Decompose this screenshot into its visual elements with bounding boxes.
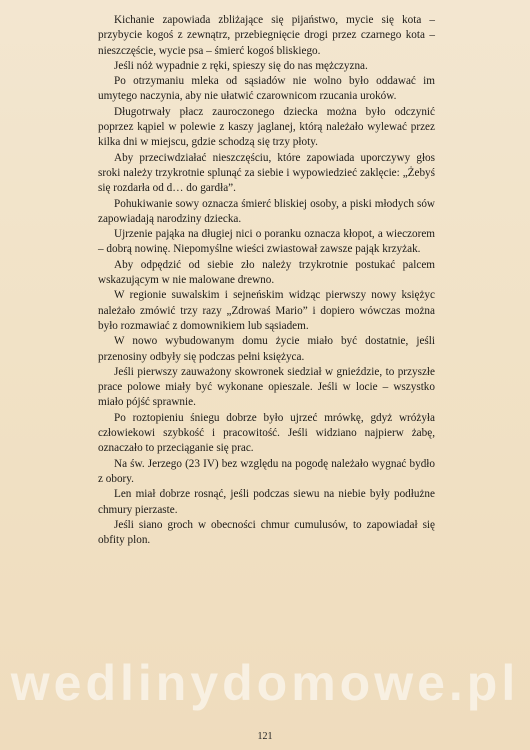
paragraph-8: Aby odpędzić od siebie zło należy trzykrotnie postukać palcem wskazującym w nie malowane drewno. bbox=[98, 258, 435, 287]
paragraph-4: Długotrwały płacz zauroczonego dziecka można było odczynić poprzez kąpiel w polewie z kaszy jaglanej, którą należało wylewać przez kilka dni w miejscu, gdzie schodzą się trzy płoty. bbox=[98, 105, 435, 149]
paragraph-7: Ujrzenie pająka na długiej nici o poranku oznacza kłopot, a wieczorem – dobrą nowinę. Niepomyślne wieści zwiastował zawsze pająk krzyżak. bbox=[98, 228, 435, 256]
body-text bbox=[98, 13, 435, 548]
page-number: 121 bbox=[257, 731, 273, 742]
paragraph-2: Jeśli nóż wypadnie z ręki, spieszy się do nas mężczyzna. bbox=[114, 59, 368, 72]
paragraph-3: Po otrzymaniu mleka od sąsiadów nie wolno było oddawać im umytego naczynia, aby nie ułatwić czarownicom rzucania uroków. bbox=[98, 75, 435, 103]
paragraph-10: W nowo wybudowanym domu życie miało być dostatnie, jeśli przenosiny odbyły się podczas pełni księżyca. bbox=[98, 335, 435, 363]
paragraph-6: Pohukiwanie sowy oznacza śmierć bliskiej osoby, a piski młodych sów zapowiadają narodziny dziecka. bbox=[98, 197, 435, 225]
paragraph-12: Po roztopieniu śniegu dobrze było ujrzeć mrówkę, gdyż wróżyła człowiekowi szybkość i pracowitość. Jeśli widziano najpierw żabę, oznaczało to przeciąganie się prac. bbox=[98, 411, 435, 455]
paragraph-14: Len miał dobrze rosnąć, jeśli podczas siewu na niebie były podłużne chmury pierzaste. bbox=[98, 488, 435, 516]
paragraph-15: Jeśli siano groch w obecności chmur cumulusów, to zapowiadał się obfity plon. bbox=[98, 518, 435, 547]
watermark: wedlinydomowe.pl bbox=[10, 655, 520, 711]
paragraph-9: W regionie suwalskim i sejneńskim widząc pierwszy nowy księżyc należało zmówić trzy razy „Zdrowaś Mario” i dopiero wówczas można było rozmawiać z domownikiem lub sąsiadem. bbox=[98, 289, 435, 332]
paragraph-11: Jeśli pierwszy zauważony skowronek siedział w gnieździe, to przyszłe prace polowe miały być wykonane opieszale. Jeśli w locie – wszystko miało pójść sprawnie. bbox=[98, 365, 435, 409]
paragraph-1: Kichanie zapowiada zbliżające się pijaństwo, mycie się kota – przybycie kogoś z zewnątrz, przebiegnięcie drogi przez czarnego kota – nieszczęście, wycie psa – śmierć kogoś bliskiego. bbox=[98, 14, 435, 57]
paragraph-13: Na św. Jerzego (23 IV) bez względu na pogodę należało wygnać bydło z obory. bbox=[98, 457, 435, 485]
paragraph-5: Aby przeciwdziałać nieszczęściu, które zapowiada uporczywy głos sroki należy trzykrotnie splunąć za siebie i wypowiedzieć zaklęcie: „Żebyś się rozdarła od d… do gardła”. bbox=[98, 151, 435, 195]
